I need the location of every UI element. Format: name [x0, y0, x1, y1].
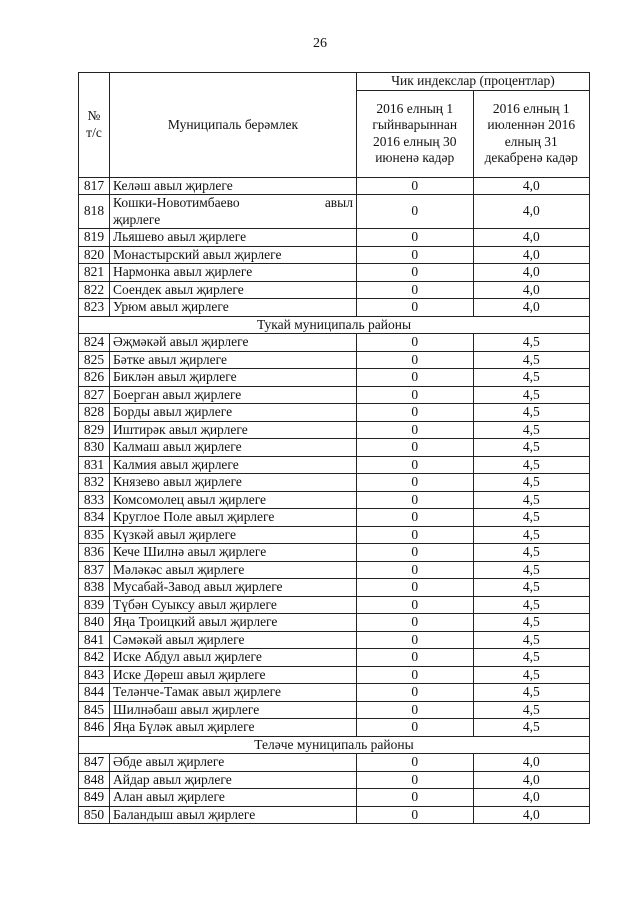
index-second-half: 4,5 — [473, 351, 590, 369]
index-second-half: 4,0 — [473, 281, 590, 299]
index-first-half: 0 — [357, 614, 474, 632]
row-number: 843 — [79, 666, 110, 684]
row-number: 840 — [79, 614, 110, 632]
page-number: 26 — [313, 36, 327, 51]
row-number: 841 — [79, 631, 110, 649]
header-municipality: Муниципаль берәмлек — [110, 73, 357, 178]
table-row — [79, 561, 590, 579]
municipality-name: Иштирәк авыл җирлеге — [110, 421, 357, 439]
row-number: 839 — [79, 596, 110, 614]
row-number: 825 — [79, 351, 110, 369]
index-first-half: 0 — [357, 649, 474, 667]
index-second-half: 4,5 — [473, 701, 590, 719]
index-first-half: 0 — [357, 631, 474, 649]
header-period-first-half: 2016 елның 1 гыйнварыннан 2016 елның 30 июненә кадәр — [357, 90, 474, 177]
table-row — [79, 509, 590, 527]
index-second-half: 4,5 — [473, 631, 590, 649]
row-number: 834 — [79, 509, 110, 527]
table-row — [79, 369, 590, 387]
index-second-half: 4,5 — [473, 561, 590, 579]
row-number: 817 — [79, 177, 110, 195]
row-number: 849 — [79, 789, 110, 807]
municipality-name: Бәтке авыл җирлеге — [110, 351, 357, 369]
municipality-name: Иске Абдул авыл җирлеге — [110, 649, 357, 667]
table-row — [79, 404, 590, 422]
municipality-name: Льяшево авыл җирлеге — [110, 229, 357, 247]
section-row — [79, 316, 590, 334]
index-first-half: 0 — [357, 177, 474, 195]
index-second-half: 4,5 — [473, 579, 590, 597]
index-first-half: 0 — [357, 806, 474, 824]
municipality-name: Алан авыл җирлеге — [110, 789, 357, 807]
table-row — [79, 229, 590, 247]
row-number: 836 — [79, 544, 110, 562]
row-number: 845 — [79, 701, 110, 719]
index-first-half: 0 — [357, 544, 474, 562]
municipality-name: Шилнәбаш авыл җирлеге — [110, 701, 357, 719]
municipality-name: Иске Дөреш авыл җирлеге — [110, 666, 357, 684]
index-first-half: 0 — [357, 369, 474, 387]
table-row — [79, 806, 590, 824]
index-second-half: 4,5 — [473, 386, 590, 404]
index-first-half: 0 — [357, 789, 474, 807]
section-title: Теләче муниципаль районы — [79, 736, 590, 754]
row-number: 837 — [79, 561, 110, 579]
index-first-half: 0 — [357, 561, 474, 579]
index-second-half: 4,5 — [473, 474, 590, 492]
municipality-name: Калмия авыл җирлеге — [110, 456, 357, 474]
index-second-half: 4,5 — [473, 421, 590, 439]
table-row — [79, 631, 590, 649]
row-number: 824 — [79, 334, 110, 352]
row-number: 835 — [79, 526, 110, 544]
index-first-half: 0 — [357, 579, 474, 597]
municipality-name: Күзкәй авыл җирлеге — [110, 526, 357, 544]
index-first-half: 0 — [357, 246, 474, 264]
index-second-half: 4,0 — [473, 246, 590, 264]
row-number: 823 — [79, 299, 110, 317]
row-number: 838 — [79, 579, 110, 597]
index-second-half: 4,5 — [473, 684, 590, 702]
index-first-half: 0 — [357, 264, 474, 282]
table-row — [79, 614, 590, 632]
index-second-half: 4,0 — [473, 229, 590, 247]
index-second-half: 4,5 — [473, 596, 590, 614]
table-row — [79, 334, 590, 352]
table-row — [79, 701, 590, 719]
index-second-half: 4,5 — [473, 509, 590, 527]
table-row — [79, 596, 590, 614]
table-body — [79, 177, 590, 824]
index-first-half: 0 — [357, 281, 474, 299]
municipality-name: Яңа Троицкий авыл җирлеге — [110, 614, 357, 632]
index-second-half: 4,0 — [473, 771, 590, 789]
municipality-name: Айдар авыл җирлеге — [110, 771, 357, 789]
municipality-name: Келәш авыл җирлеге — [110, 177, 357, 195]
index-second-half: 4,0 — [473, 754, 590, 772]
row-number: 820 — [79, 246, 110, 264]
index-second-half: 4,0 — [473, 789, 590, 807]
municipality-name: Борды авыл җирлеге — [110, 404, 357, 422]
row-number: 847 — [79, 754, 110, 772]
table-row — [79, 264, 590, 282]
index-first-half: 0 — [357, 195, 474, 229]
municipality-name: Сәмәкәй авыл җирлеге — [110, 631, 357, 649]
table-row — [79, 754, 590, 772]
header-boundary-indices: Чик индекслар (процентлар) — [357, 73, 590, 91]
index-second-half: 4,5 — [473, 649, 590, 667]
index-first-half: 0 — [357, 701, 474, 719]
municipality-name: Әҗмәкәй авыл җирлеге — [110, 334, 357, 352]
index-first-half: 0 — [357, 526, 474, 544]
municipality-name: Калмаш авыл җирлеге — [110, 439, 357, 457]
municipality-name — [110, 195, 357, 229]
table-row — [79, 684, 590, 702]
index-first-half: 0 — [357, 684, 474, 702]
index-first-half: 0 — [357, 386, 474, 404]
row-number: 827 — [79, 386, 110, 404]
municipality-name: Монастырский авыл җирлеге — [110, 246, 357, 264]
table-row — [79, 281, 590, 299]
index-second-half: 4,0 — [473, 195, 590, 229]
index-first-half: 0 — [357, 229, 474, 247]
municipality-name-part: җирлеге — [113, 211, 161, 227]
row-number: 818 — [79, 195, 110, 229]
municipality-name: Комсомолец авыл җирлеге — [110, 491, 357, 509]
table-row — [79, 579, 590, 597]
index-first-half: 0 — [357, 596, 474, 614]
municipality-name: Кече Шилнә авыл җирлеге — [110, 544, 357, 562]
table-row — [79, 351, 590, 369]
table-row — [79, 246, 590, 264]
index-first-half: 0 — [357, 351, 474, 369]
municipality-name: Баландыш авыл җирлеге — [110, 806, 357, 824]
table-row — [79, 439, 590, 457]
index-second-half: 4,5 — [473, 666, 590, 684]
index-first-half: 0 — [357, 509, 474, 527]
row-number: 842 — [79, 649, 110, 667]
municipality-name: Круглое Поле авыл җирлеге — [110, 509, 357, 527]
table-row — [79, 195, 590, 229]
index-second-half: 4,0 — [473, 177, 590, 195]
row-number: 819 — [79, 229, 110, 247]
index-first-half: 0 — [357, 771, 474, 789]
table-row — [79, 491, 590, 509]
row-number: 831 — [79, 456, 110, 474]
index-first-half: 0 — [357, 404, 474, 422]
section-title: Тукай муниципаль районы — [79, 316, 590, 334]
municipality-name: Нармонка авыл җирлеге — [110, 264, 357, 282]
header-number: № т/с — [79, 73, 110, 178]
index-second-half: 4,5 — [473, 334, 590, 352]
table-row — [79, 649, 590, 667]
table-row — [79, 386, 590, 404]
row-number: 850 — [79, 806, 110, 824]
index-first-half: 0 — [357, 299, 474, 317]
index-first-half: 0 — [357, 491, 474, 509]
row-number: 833 — [79, 491, 110, 509]
municipality-name: Князево авыл җирлеге — [110, 474, 357, 492]
index-first-half: 0 — [357, 456, 474, 474]
table-row — [79, 177, 590, 195]
municipality-name: Яңа Бүләк авыл җирлеге — [110, 719, 357, 737]
index-second-half: 4,5 — [473, 439, 590, 457]
row-number: 830 — [79, 439, 110, 457]
index-second-half: 4,5 — [473, 526, 590, 544]
municipality-name-part: авыл — [324, 195, 353, 210]
index-first-half: 0 — [357, 719, 474, 737]
table-row — [79, 421, 590, 439]
municipality-name: Соендек авыл җирлеге — [110, 281, 357, 299]
table-row — [79, 666, 590, 684]
index-second-half: 4,5 — [473, 404, 590, 422]
municipality-name: Боерган авыл җирлеге — [110, 386, 357, 404]
index-second-half: 4,5 — [473, 544, 590, 562]
row-number: 832 — [79, 474, 110, 492]
index-second-half: 4,0 — [473, 299, 590, 317]
index-second-half: 4,5 — [473, 614, 590, 632]
row-number: 821 — [79, 264, 110, 282]
municipality-name: Мәләкәс авыл җирлеге — [110, 561, 357, 579]
municipality-name: Түбән Суыксу авыл җирлеге — [110, 596, 357, 614]
index-second-half: 4,0 — [473, 264, 590, 282]
municipality-name: Урюм авыл җирлеге — [110, 299, 357, 317]
index-first-half: 0 — [357, 754, 474, 772]
index-second-half: 4,5 — [473, 456, 590, 474]
row-number: 828 — [79, 404, 110, 422]
index-second-half: 4,5 — [473, 719, 590, 737]
index-first-half: 0 — [357, 334, 474, 352]
row-number: 848 — [79, 771, 110, 789]
row-number: 829 — [79, 421, 110, 439]
index-first-half: 0 — [357, 666, 474, 684]
municipality-name-part: Кошки-Новотимбаево — [113, 195, 240, 210]
municipality-name: Әбде авыл җирлеге — [110, 754, 357, 772]
index-first-half: 0 — [357, 421, 474, 439]
row-number: 844 — [79, 684, 110, 702]
row-number: 846 — [79, 719, 110, 737]
table-row — [79, 456, 590, 474]
table-row — [79, 771, 590, 789]
row-number: 826 — [79, 369, 110, 387]
boundary-index-table — [78, 72, 590, 824]
index-second-half: 4,5 — [473, 369, 590, 387]
table-row — [79, 544, 590, 562]
index-second-half: 4,5 — [473, 491, 590, 509]
municipality-name: Биклән авыл җирлеге — [110, 369, 357, 387]
header-period-second-half: 2016 елның 1 июленнән 2016 елның 31 декабренә кадәр — [473, 90, 590, 177]
table-row — [79, 526, 590, 544]
index-second-half: 4,0 — [473, 806, 590, 824]
table-row — [79, 474, 590, 492]
table-row — [79, 789, 590, 807]
section-row — [79, 736, 590, 754]
index-first-half: 0 — [357, 474, 474, 492]
municipality-name: Мусабай-Завод авыл җирлеге — [110, 579, 357, 597]
row-number: 822 — [79, 281, 110, 299]
table-row — [79, 719, 590, 737]
index-first-half: 0 — [357, 439, 474, 457]
municipality-name: Теләнче-Тамак авыл җирлеге — [110, 684, 357, 702]
table-row — [79, 299, 590, 317]
